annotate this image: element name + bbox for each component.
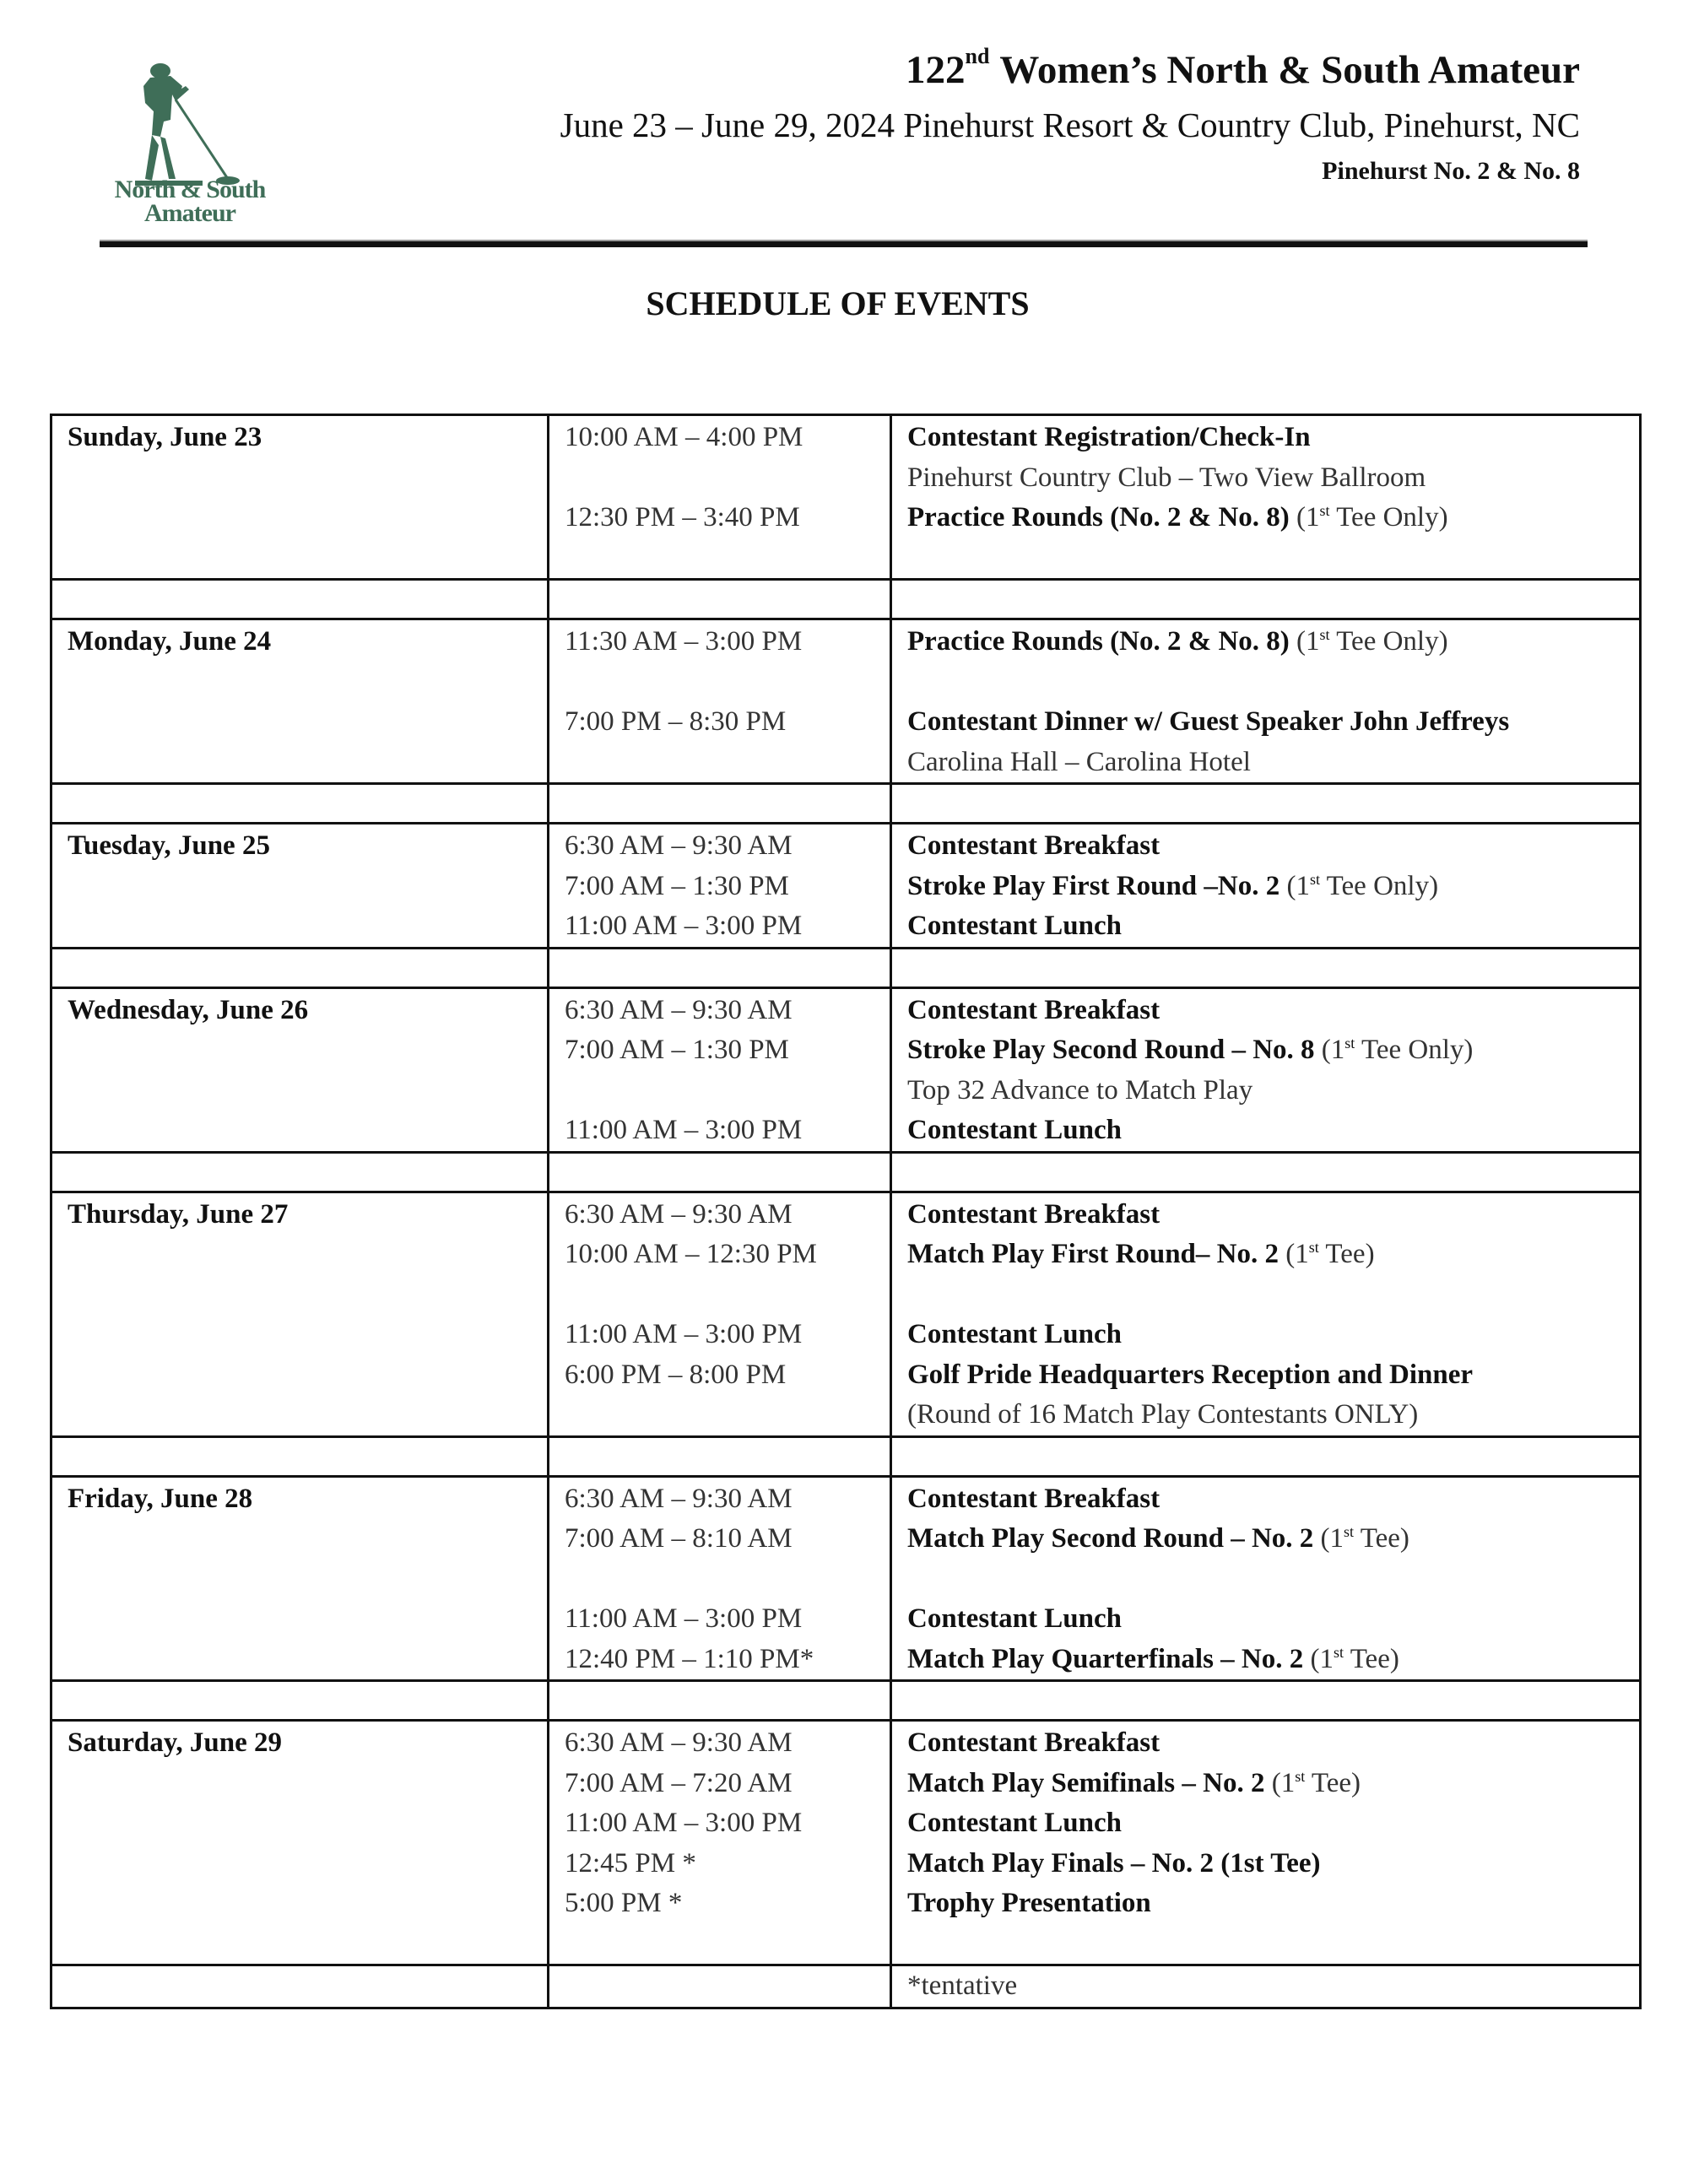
event-item	[907, 622, 1624, 662]
time-slot	[565, 1640, 874, 1680]
event-item	[907, 1195, 1624, 1235]
time-slot	[565, 1479, 874, 1520]
event-name: Contestant Breakfast	[907, 1483, 1160, 1514]
spacer-row	[51, 580, 1641, 619]
day-label: Monday, June 24	[68, 626, 272, 657]
time-text: 11:00 AM – 3:00 PM	[565, 1319, 803, 1349]
day-label: Saturday, June 29	[68, 1727, 282, 1758]
ordinal-suffix: st	[1295, 1767, 1306, 1785]
event-item	[907, 743, 1624, 783]
event-name: Match Play Quarterfinals – No. 2	[907, 1643, 1304, 1674]
spacer-row	[51, 1681, 1641, 1721]
event-detail: Tee)	[1354, 1523, 1409, 1554]
day-cell	[51, 824, 549, 949]
event-name: Match Play Finals – No. 2 (1st Tee)	[907, 1847, 1321, 1879]
event-name: Match Play Second Round – No. 2	[907, 1523, 1314, 1554]
schedule-day-row	[51, 987, 1641, 1152]
day-cell	[51, 415, 549, 580]
event-item	[907, 1803, 1624, 1844]
event-name: Trophy Presentation	[907, 1888, 1151, 1918]
event-item	[907, 702, 1624, 743]
event-detail: (Round of 16 Match Play Contestants ONLY)	[907, 1399, 1419, 1430]
empty-cell	[891, 580, 1641, 619]
schedule-day-row	[51, 415, 1641, 580]
time-slot	[565, 538, 874, 579]
time-text: 7:00 PM – 8:30 PM	[565, 706, 787, 737]
event-detail: Tee Only)	[1320, 870, 1439, 901]
empty-cell	[51, 1965, 549, 2008]
day-cell	[51, 1476, 549, 1681]
event-name: Contestant Breakfast	[907, 994, 1160, 1025]
event-detail: Tee Only)	[1329, 626, 1448, 657]
schedule-day-row	[51, 1192, 1641, 1436]
day-label: Sunday, June 23	[68, 422, 262, 452]
empty-cell	[549, 1436, 891, 1476]
time-text: 6:30 AM – 9:30 AM	[565, 1483, 793, 1514]
edition-suffix: nd	[965, 44, 990, 68]
time-text: 7:00 AM – 7:20 AM	[565, 1767, 793, 1798]
time-text: 11:30 AM – 3:00 PM	[565, 626, 803, 657]
event-item	[907, 1723, 1624, 1764]
events-cell	[891, 1476, 1641, 1681]
events-cell	[891, 1721, 1641, 1965]
day-label: Friday, June 28	[68, 1483, 253, 1514]
event-item	[907, 1030, 1624, 1071]
empty-cell	[891, 948, 1641, 987]
event-item	[907, 991, 1624, 1031]
event-name: Match Play First Round– No. 2	[907, 1239, 1279, 1269]
time-text: 6:30 AM – 9:30 AM	[565, 830, 793, 861]
time-slot	[565, 458, 874, 499]
day-label: Thursday, June 27	[68, 1198, 289, 1230]
event-detail: (1	[1289, 502, 1320, 532]
day-cell	[51, 619, 549, 784]
event-detail: (1	[1314, 1035, 1345, 1065]
event-detail: (1	[1313, 1523, 1344, 1554]
time-text: 6:30 AM – 9:30 AM	[565, 1727, 793, 1758]
spacer-row	[51, 948, 1641, 987]
event-item	[907, 906, 1624, 947]
ordinal-suffix: st	[1344, 1035, 1355, 1051]
event-detail: Tee)	[1318, 1239, 1375, 1269]
spacer-row	[51, 784, 1641, 824]
spacer-row	[51, 1152, 1641, 1192]
time-text: 10:00 AM – 12:30 PM	[565, 1239, 817, 1269]
empty-cell	[51, 1436, 549, 1476]
event-detail: Tee Only)	[1329, 502, 1448, 532]
events-cell	[891, 415, 1641, 580]
day-label: Tuesday, June 25	[68, 830, 270, 861]
event-dates-venue: June 23 – June 29, 2024 Pinehurst Resort & Country Club, Pinehurst, NC	[560, 105, 1580, 144]
event-detail: (1	[1303, 1643, 1334, 1674]
event-name: Stroke Play Second Round – No. 8	[907, 1035, 1315, 1065]
event-item	[907, 1924, 1624, 1965]
event-name: Contestant Registration/Check-In	[907, 422, 1311, 452]
time-slot	[565, 1315, 874, 1355]
event-item	[907, 867, 1624, 907]
empty-cell	[549, 580, 891, 619]
empty-cell	[51, 1152, 549, 1192]
empty-cell	[891, 784, 1641, 824]
events-cell	[891, 824, 1641, 949]
schedule-day-row	[51, 619, 1641, 784]
time-slot	[565, 662, 874, 703]
events-cell	[891, 619, 1641, 784]
time-slot	[565, 498, 874, 538]
events-cell	[891, 1192, 1641, 1436]
event-item	[907, 1071, 1624, 1111]
ordinal-suffix: st	[1334, 1643, 1344, 1661]
schedule-day-row	[51, 824, 1641, 949]
time-text: 11:00 AM – 3:00 PM	[565, 1115, 803, 1145]
event-detail: Tee)	[1305, 1767, 1361, 1798]
event-name: Contestant Lunch	[907, 1808, 1122, 1838]
event-name: Contestant Breakfast	[907, 1727, 1160, 1758]
time-slot	[565, 1884, 874, 1924]
event-name: Golf Pride Headquarters Reception and Dinner	[907, 1359, 1474, 1390]
event-item	[907, 1640, 1624, 1680]
event-detail: (1	[1289, 626, 1320, 657]
empty-cell	[51, 784, 549, 824]
event-item	[907, 1560, 1624, 1600]
time-text: 12:40 PM – 1:10 PM*	[565, 1643, 814, 1674]
time-slot	[565, 1235, 874, 1275]
time-slot	[565, 1030, 874, 1071]
event-item	[907, 1844, 1624, 1884]
empty-cell	[891, 1436, 1641, 1476]
time-slot	[565, 418, 874, 458]
times-cell	[549, 415, 891, 580]
event-detail: (1	[1264, 1767, 1296, 1798]
north-south-amateur-logo	[101, 61, 279, 238]
time-text: 7:00 AM – 1:30 PM	[565, 1035, 789, 1065]
edition-number: 122	[905, 48, 966, 92]
time-slot	[565, 1764, 874, 1804]
time-slot	[565, 702, 874, 743]
event-name: Contestant Lunch	[907, 911, 1122, 941]
footnote-row	[51, 1965, 1641, 2008]
empty-cell	[549, 784, 891, 824]
event-item	[907, 458, 1624, 499]
time-slot	[565, 1395, 874, 1435]
day-cell	[51, 1192, 549, 1436]
event-item	[907, 1395, 1624, 1435]
time-slot	[565, 991, 874, 1031]
time-slot	[565, 867, 874, 907]
time-text: 10:00 AM – 4:00 PM	[565, 422, 803, 452]
empty-cell	[51, 580, 549, 619]
time-slot	[565, 1355, 874, 1396]
times-cell	[549, 824, 891, 949]
event-item	[907, 1764, 1624, 1804]
time-text: 7:00 AM – 1:30 PM	[565, 870, 789, 901]
event-name: Contestant Dinner w/ Guest Speaker John Jeffreys	[907, 706, 1510, 737]
schedule-day-row	[51, 1721, 1641, 1965]
time-text: 5:00 PM *	[565, 1888, 683, 1918]
page-title: SCHEDULE OF EVENTS	[646, 284, 1030, 322]
footnote: *tentative	[907, 1970, 1018, 2001]
header-divider	[100, 240, 1588, 247]
empty-cell	[549, 1152, 891, 1192]
time-text: 6:30 AM – 9:30 AM	[565, 994, 793, 1025]
time-slot	[565, 1071, 874, 1111]
event-item	[907, 1519, 1624, 1560]
empty-cell	[549, 948, 891, 987]
logo-line-2: Amateur	[144, 199, 235, 227]
event-name: Practice Rounds (No. 2 & No. 8)	[907, 626, 1290, 657]
ordinal-suffix: st	[1308, 1239, 1319, 1256]
time-slot	[565, 1195, 874, 1235]
ordinal-suffix: st	[1344, 1523, 1355, 1540]
event-item	[907, 538, 1624, 579]
event-item	[907, 662, 1624, 703]
event-item	[907, 418, 1624, 458]
time-slot	[565, 1924, 874, 1965]
time-slot	[565, 906, 874, 947]
event-detail: Top 32 Advance to Match Play	[907, 1074, 1253, 1106]
times-cell	[549, 987, 891, 1152]
time-slot	[565, 1803, 874, 1844]
event-name: Contestant Lunch	[907, 1319, 1122, 1349]
event-item	[907, 1884, 1624, 1924]
event-name: Stroke Play First Round –No. 2	[907, 870, 1280, 901]
ordinal-suffix: st	[1319, 502, 1330, 519]
time-slot	[565, 826, 874, 867]
time-slot	[565, 622, 874, 662]
day-label: Wednesday, June 26	[68, 994, 309, 1025]
empty-cell	[549, 1965, 891, 2008]
day-cell	[51, 1721, 549, 1965]
time-slot	[565, 1275, 874, 1316]
empty-cell	[51, 948, 549, 987]
time-slot	[565, 1111, 874, 1151]
time-text: 12:30 PM – 3:40 PM	[565, 502, 800, 532]
footnote-cell	[891, 1965, 1641, 2008]
event-name: Practice Rounds (No. 2 & No. 8)	[907, 502, 1290, 532]
event-detail: Pinehurst Country Club – Two View Ballroom	[907, 462, 1426, 493]
event-name: Contestant Lunch	[907, 1603, 1122, 1634]
ordinal-suffix: st	[1310, 870, 1321, 888]
empty-cell	[891, 1152, 1641, 1192]
event-courses: Pinehurst No. 2 & No. 8	[1322, 157, 1580, 185]
schedule-table	[50, 414, 1642, 2009]
empty-cell	[891, 1681, 1641, 1721]
event-detail: Tee Only)	[1355, 1035, 1474, 1065]
event-item	[907, 1355, 1624, 1396]
event-item	[907, 1111, 1624, 1151]
time-slot	[565, 743, 874, 783]
event-name: Match Play Semifinals – No. 2	[907, 1767, 1265, 1798]
event-item	[907, 1315, 1624, 1355]
event-item	[907, 1275, 1624, 1316]
event-name: Contestant Breakfast	[907, 830, 1160, 861]
time-slot	[565, 1519, 874, 1560]
schedule-day-row	[51, 1476, 1641, 1681]
title-text: Women’s North & South Amateur	[999, 48, 1580, 92]
time-text: 6:30 AM – 9:30 AM	[565, 1198, 793, 1230]
time-text: 11:00 AM – 3:00 PM	[565, 1808, 803, 1838]
event-title	[905, 44, 1580, 93]
event-name: Contestant Breakfast	[907, 1198, 1160, 1230]
event-item	[907, 826, 1624, 867]
time-slot	[565, 1599, 874, 1640]
event-item	[907, 1479, 1624, 1520]
logo-line-1: North & South	[114, 176, 266, 203]
events-cell	[891, 987, 1641, 1152]
event-detail: Carolina Hall – Carolina Hotel	[907, 746, 1251, 777]
time-slot	[565, 1844, 874, 1884]
time-slot	[565, 1723, 874, 1764]
event-detail: Tee)	[1344, 1643, 1399, 1674]
times-cell	[549, 1721, 891, 1965]
event-detail: (1	[1279, 1239, 1309, 1269]
time-text: 11:00 AM – 3:00 PM	[565, 1603, 803, 1634]
event-item	[907, 498, 1624, 538]
time-text: 12:45 PM *	[565, 1847, 696, 1879]
event-item	[907, 1235, 1624, 1275]
empty-cell	[51, 1681, 549, 1721]
time-text: 11:00 AM – 3:00 PM	[565, 911, 803, 941]
event-detail: (1	[1280, 870, 1310, 901]
times-cell	[549, 1192, 891, 1436]
event-item	[907, 1599, 1624, 1640]
times-cell	[549, 619, 891, 784]
day-cell	[51, 987, 549, 1152]
ordinal-suffix: st	[1319, 626, 1330, 643]
golfer-icon	[101, 61, 279, 187]
time-text: 7:00 AM – 8:10 AM	[565, 1523, 793, 1554]
time-text: 6:00 PM – 8:00 PM	[565, 1359, 787, 1390]
spacer-row	[51, 1436, 1641, 1476]
time-slot	[565, 1560, 874, 1600]
event-name: Contestant Lunch	[907, 1115, 1122, 1145]
empty-cell	[549, 1681, 891, 1721]
times-cell	[549, 1476, 891, 1681]
